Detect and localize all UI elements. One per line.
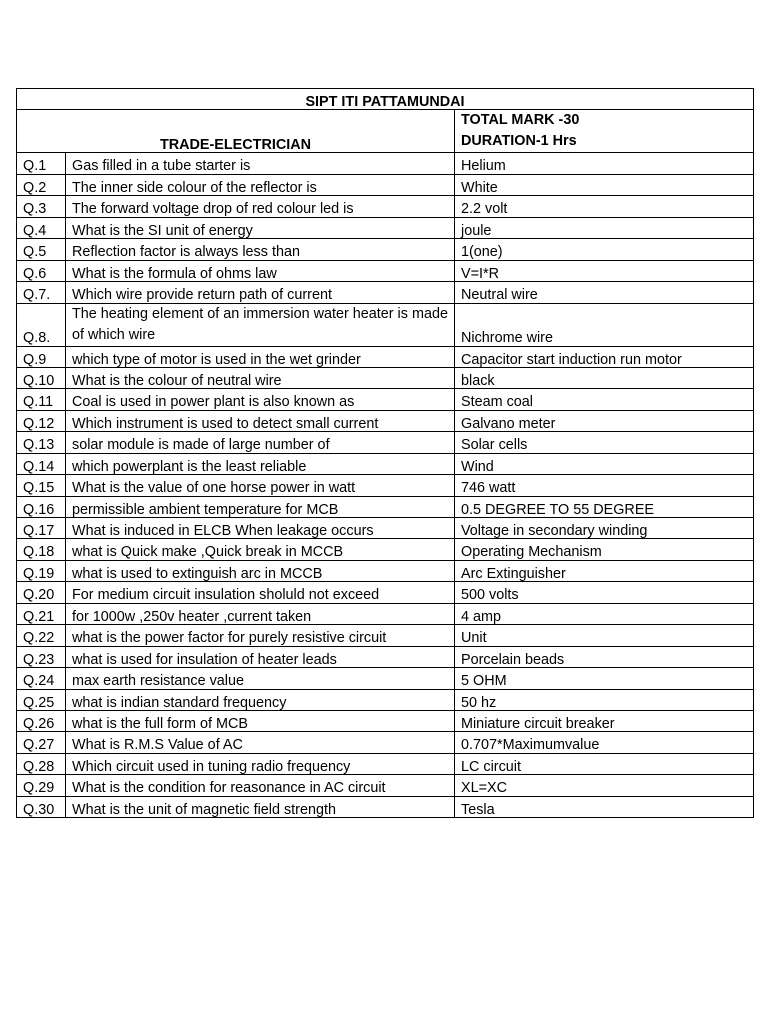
question-text: What is induced in ELCB When leakage occurs [66, 518, 455, 539]
answer-text: 4 amp [455, 603, 754, 624]
question-number: Q.21 [17, 603, 66, 624]
question-text: Reflection factor is always less than [66, 239, 455, 260]
question-number: Q.27 [17, 732, 66, 753]
answer-text: XL=XC [455, 775, 754, 796]
answer-text: joule [455, 217, 754, 238]
question-number: Q.26 [17, 710, 66, 731]
question-text: what is the full form of MCB [66, 710, 455, 731]
question-number: Q.20 [17, 582, 66, 603]
question-text: The forward voltage drop of red colour led is [66, 196, 455, 217]
answer-text: Operating Mechanism [455, 539, 754, 560]
question-row [17, 389, 754, 410]
answer-text: Unit [455, 625, 754, 646]
question-number: Q.15 [17, 475, 66, 496]
answer-text: 746 watt [455, 475, 754, 496]
question-row [17, 475, 754, 496]
question-text: What is the SI unit of energy [66, 217, 455, 238]
question-row [17, 775, 754, 796]
question-row [17, 625, 754, 646]
question-text: what is indian standard frequency [66, 689, 455, 710]
question-row [17, 732, 754, 753]
question-number: Q.5 [17, 239, 66, 260]
question-row [17, 217, 754, 238]
question-text: Which instrument is used to detect small current [66, 410, 455, 431]
question-text: Gas filled in a tube starter is [66, 153, 455, 174]
question-number: Q.22 [17, 625, 66, 646]
question-row [17, 518, 754, 539]
answer-text: Nichrome wire [455, 303, 754, 346]
question-number: Q.7. [17, 282, 66, 303]
question-text: permissible ambient temperature for MCB [66, 496, 455, 517]
answer-text: Helium [455, 153, 754, 174]
question-number: Q.9 [17, 346, 66, 367]
question-number: Q.14 [17, 453, 66, 474]
question-row [17, 239, 754, 260]
question-row [17, 453, 754, 474]
school-name: SIPT ITI PATTAMUNDAI [17, 89, 754, 110]
question-number: Q.1 [17, 153, 66, 174]
question-text: for 1000w ,250v heater ,current taken [66, 603, 455, 624]
question-row [17, 346, 754, 367]
exam-meta [455, 110, 754, 153]
question-number: Q.19 [17, 560, 66, 581]
question-row [17, 582, 754, 603]
question-number: Q.10 [17, 367, 66, 388]
question-number: Q.18 [17, 539, 66, 560]
question-row [17, 410, 754, 431]
answer-text: Galvano meter [455, 410, 754, 431]
question-text: What is the value of one horse power in watt [66, 475, 455, 496]
answer-text: 0.5 DEGREE TO 55 DEGREE [455, 496, 754, 517]
question-row [17, 367, 754, 388]
question-text: For medium circuit insulation sholuld not exceed [66, 582, 455, 603]
answer-text: 500 volts [455, 582, 754, 603]
question-text: Coal is used in power plant is also known as [66, 389, 455, 410]
question-text: what is used for insulation of heater leads [66, 646, 455, 667]
question-number: Q.4 [17, 217, 66, 238]
answer-text: 1(one) [455, 239, 754, 260]
answer-text: LC circuit [455, 753, 754, 774]
answer-text: Neutral wire [455, 282, 754, 303]
question-text: The inner side colour of the reflector is [66, 174, 455, 195]
question-row [17, 689, 754, 710]
question-text: What is R.M.S Value of AC [66, 732, 455, 753]
answer-text: White [455, 174, 754, 195]
answer-text: Wind [455, 453, 754, 474]
trade-name: TRADE-ELECTRICIAN [17, 110, 455, 153]
question-number: Q.8. [17, 303, 66, 346]
answer-text: Tesla [455, 796, 754, 817]
question-text: which type of motor is used in the wet grinder [66, 346, 455, 367]
question-number: Q.6 [17, 260, 66, 281]
question-text: What is the colour of neutral wire [66, 367, 455, 388]
question-row [17, 260, 754, 281]
answer-text: Arc Extinguisher [455, 560, 754, 581]
question-row [17, 496, 754, 517]
total-mark: TOTAL MARK -30 [461, 112, 580, 129]
question-row [17, 196, 754, 217]
answer-text: Voltage in secondary winding [455, 518, 754, 539]
question-row [17, 539, 754, 560]
answer-text: Capacitor start induction run motor [455, 346, 754, 367]
question-row [17, 668, 754, 689]
question-row [17, 753, 754, 774]
question-text: what is Quick make ,Quick break in MCCB [66, 539, 455, 560]
question-row [17, 603, 754, 624]
school-row [17, 89, 754, 110]
answer-text: Miniature circuit breaker [455, 710, 754, 731]
question-row [17, 560, 754, 581]
quiz-table [16, 88, 754, 818]
answer-text: 0.707*Maximumvalue [455, 732, 754, 753]
question-number: Q.17 [17, 518, 66, 539]
answer-text: Solar cells [455, 432, 754, 453]
answer-text: Porcelain beads [455, 646, 754, 667]
question-text: What is the unit of magnetic field strength [66, 796, 455, 817]
question-row [17, 282, 754, 303]
answer-text: V=I*R [455, 260, 754, 281]
question-number: Q.3 [17, 196, 66, 217]
question-row [17, 710, 754, 731]
info-row [17, 110, 754, 153]
question-number: Q.12 [17, 410, 66, 431]
question-number: Q.29 [17, 775, 66, 796]
question-text: which powerplant is the least reliable [66, 453, 455, 474]
question-text: The heating element of an immersion water heater is made of which wire [66, 303, 455, 346]
answer-text: 2.2 volt [455, 196, 754, 217]
question-text: Which wire provide return path of current [66, 282, 455, 303]
question-number: Q.30 [17, 796, 66, 817]
duration: DURATION-1 Hrs [461, 133, 577, 150]
question-row [17, 796, 754, 817]
question-number: Q.16 [17, 496, 66, 517]
question-text: what is the power factor for purely resistive circuit [66, 625, 455, 646]
question-row [17, 646, 754, 667]
question-row [17, 174, 754, 195]
question-text: Which circuit used in tuning radio frequency [66, 753, 455, 774]
question-text: max earth resistance value [66, 668, 455, 689]
question-number: Q.24 [17, 668, 66, 689]
question-row [17, 432, 754, 453]
answer-text: Steam coal [455, 389, 754, 410]
answer-text: 50 hz [455, 689, 754, 710]
question-number: Q.13 [17, 432, 66, 453]
question-text: What is the formula of ohms law [66, 260, 455, 281]
answer-text: 5 OHM [455, 668, 754, 689]
question-row [17, 153, 754, 174]
question-number: Q.11 [17, 389, 66, 410]
question-number: Q.25 [17, 689, 66, 710]
question-text: solar module is made of large number of [66, 432, 455, 453]
question-text: What is the condition for reasonance in AC circuit [66, 775, 455, 796]
question-number: Q.28 [17, 753, 66, 774]
question-number: Q.2 [17, 174, 66, 195]
question-row [17, 303, 754, 346]
answer-text: black [455, 367, 754, 388]
question-number: Q.23 [17, 646, 66, 667]
question-text: what is used to extinguish arc in MCCB [66, 560, 455, 581]
